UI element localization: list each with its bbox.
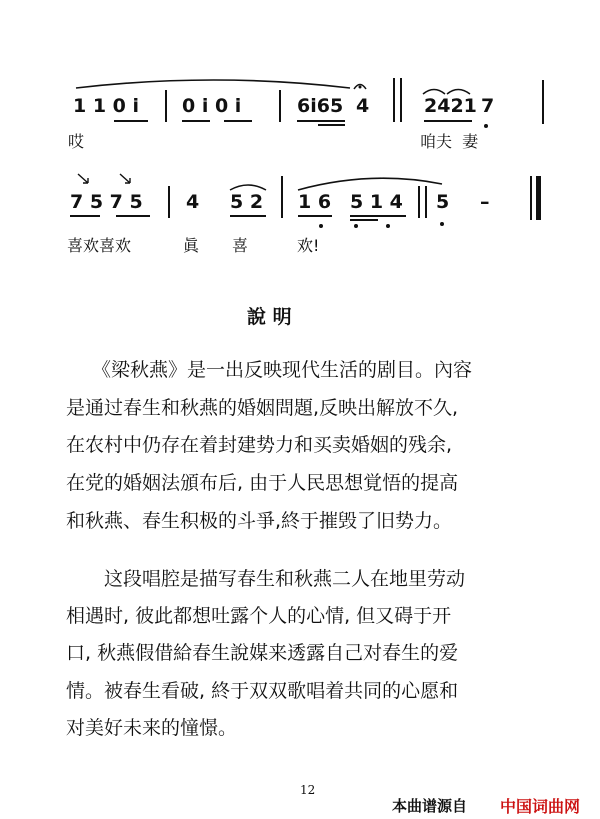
beam-underline bbox=[114, 120, 148, 122]
text-line: 这段唱腔是描写春生和秋燕二人在地里劳动 bbox=[104, 568, 466, 590]
final-barline bbox=[530, 176, 532, 220]
measure-5-notes: 7 5 7 5 bbox=[70, 191, 143, 213]
low-octave-dot bbox=[440, 222, 444, 226]
fermata-mark bbox=[353, 80, 367, 90]
barline bbox=[542, 80, 544, 124]
barline bbox=[281, 176, 283, 218]
beam-underline bbox=[70, 215, 100, 217]
beam-underline bbox=[224, 120, 252, 122]
lyric: 咱夫 妻 bbox=[420, 132, 479, 151]
measure-3-held-note: 4 bbox=[356, 95, 370, 117]
lyric: 眞 bbox=[183, 236, 200, 255]
measure-6-note: 4 bbox=[186, 191, 200, 213]
measure-2-notes: 0 i 0 i bbox=[182, 95, 242, 117]
measure-7-notes: 5 1 4 bbox=[350, 191, 403, 213]
barline bbox=[400, 78, 402, 122]
low-octave-dot bbox=[386, 224, 390, 228]
measure-7-notes: 1 6 bbox=[298, 191, 332, 213]
slur-row1 bbox=[74, 70, 354, 92]
slur-long bbox=[296, 170, 446, 192]
page-number: 12 bbox=[300, 783, 316, 797]
measure-3-notes: 6i65 bbox=[297, 95, 344, 117]
text-line: 是通过春生和秋燕的婚姻問題,反映出解放不久, bbox=[66, 397, 459, 419]
text-line: 相遇时, 彼此都想吐露个人的心情, 但又碍于开 bbox=[66, 605, 452, 627]
text-line: 口, 秋燕假借給春生說媒来透露自己对春生的爱 bbox=[66, 642, 459, 664]
lyric: 哎 bbox=[68, 132, 85, 151]
barline bbox=[279, 90, 281, 122]
text-line: 和秋燕、春生积极的斗爭,終于摧毁了旧势力。 bbox=[66, 510, 453, 532]
low-octave-dot bbox=[484, 124, 488, 128]
lyric: 喜欢喜欢 bbox=[67, 236, 132, 255]
measure-8-note: 5 bbox=[436, 191, 450, 213]
low-octave-dot bbox=[319, 224, 323, 228]
barline bbox=[425, 186, 427, 218]
beam-underline bbox=[116, 215, 150, 217]
barline bbox=[393, 78, 395, 122]
measure-6-notes: 5 2 bbox=[230, 191, 264, 213]
text-line: 情。被春生看破, 終于双双歌唱着共同的心愿和 bbox=[66, 680, 459, 702]
beam-underline bbox=[298, 215, 332, 217]
site-name-link[interactable]: 中国词曲网 bbox=[500, 797, 581, 816]
beam-underline bbox=[230, 215, 266, 217]
barline bbox=[418, 186, 420, 218]
measure-4-last-note: 7 bbox=[481, 95, 495, 117]
barline bbox=[168, 186, 170, 218]
measure-1-notes: 1 1 0 i bbox=[73, 95, 140, 117]
text-line: 《梁秋燕》是一出反映现代生活的剧目。內容 bbox=[92, 359, 473, 381]
text-line: 在党的婚姻法頒布后, 由于人民思想覚悟的提高 bbox=[66, 472, 459, 494]
beam-underline bbox=[318, 124, 345, 126]
barline bbox=[165, 90, 167, 122]
beam-underline bbox=[424, 120, 472, 122]
lyric: 喜 bbox=[232, 236, 249, 255]
sustain-dash: – bbox=[480, 191, 490, 213]
beam-underline bbox=[297, 120, 345, 122]
accent-marks bbox=[76, 172, 156, 186]
beam-underline bbox=[182, 120, 210, 122]
measure-4-notes: 2421 bbox=[424, 95, 477, 117]
low-octave-dot bbox=[354, 224, 358, 228]
final-barline-thick bbox=[536, 176, 541, 220]
source-label: 本曲谱源自 bbox=[392, 797, 468, 815]
lyric: 欢! bbox=[297, 236, 320, 255]
beam-underline bbox=[350, 219, 378, 221]
beam-underline bbox=[350, 215, 406, 217]
section-heading: 說 明 bbox=[247, 306, 292, 328]
text-line: 在农村中仍存在着封建势力和买卖婚姻的残余, bbox=[66, 434, 453, 456]
text-line: 对美好未来的憧憬。 bbox=[66, 717, 238, 739]
